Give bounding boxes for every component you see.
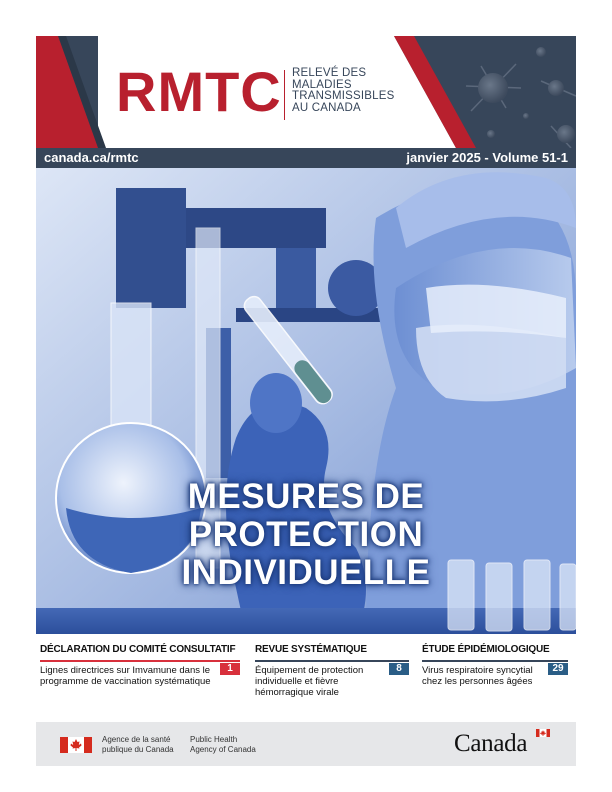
- agency-name-french: Agence de la santé publique du Canada: [102, 735, 174, 754]
- toc-category: ÉTUDE ÉPIDÉMIOLOGIQUE: [422, 644, 550, 655]
- wordmark-flag-icon: [536, 729, 550, 737]
- cover-title-line: INDIVIDUELLE: [181, 553, 431, 592]
- toc-divider: [255, 660, 409, 662]
- cover-title: [36, 478, 576, 592]
- cover-title-line: PROTECTION: [188, 515, 424, 554]
- toc-entry[interactable]: [255, 644, 409, 698]
- cover-title-line: MESURES DE: [187, 477, 425, 516]
- toc-article-title[interactable]: Équipement de protection individuelle et fièvre hémorragique virale: [255, 665, 364, 698]
- issue-date: janvier 2025 - Volume 51-1: [406, 150, 568, 165]
- table-of-contents: [36, 634, 576, 722]
- toc-article-title[interactable]: Virus respiratoire syncytial chez les personnes âgées: [422, 665, 533, 687]
- page-number-badge: 29: [548, 663, 568, 675]
- canada-flag-icon: [60, 737, 92, 753]
- toc-category: REVUE SYSTÉMATIQUE: [255, 644, 367, 655]
- toc-entry[interactable]: [40, 644, 240, 687]
- brand-logo: RMTC: [116, 60, 282, 123]
- issue-bar: [36, 148, 576, 168]
- masthead: [36, 36, 576, 148]
- canada-wordmark: Canada: [454, 730, 528, 757]
- toc-article-title[interactable]: Lignes directrices sur Imvamune dans le programme de vaccination systématique: [40, 665, 211, 687]
- brand-subtitle-line: MALADIES: [292, 78, 352, 91]
- cover-photo: [36, 168, 576, 634]
- toc-divider: [40, 660, 240, 662]
- toc-divider: [422, 660, 568, 662]
- page-number-badge: 8: [389, 663, 409, 675]
- brand-subtitle-line: TRANSMISSIBLES: [292, 90, 395, 102]
- page-number-badge: 1: [220, 663, 240, 675]
- website-link[interactable]: canada.ca/rmtc: [44, 150, 139, 165]
- brand-subtitle: [292, 68, 412, 114]
- toc-entry[interactable]: [422, 644, 568, 687]
- footer: [36, 722, 576, 766]
- agency-name-english: Public Health Agency of Canada: [190, 735, 256, 754]
- toc-category: DÉCLARATION DU COMITÉ CONSULTATIF: [40, 644, 236, 655]
- brand-subtitle-line: RELEVÉ DES: [292, 67, 367, 79]
- cover-page: [36, 36, 576, 766]
- brand-divider: [284, 70, 285, 120]
- brand-subtitle-line: AU CANADA: [292, 101, 361, 114]
